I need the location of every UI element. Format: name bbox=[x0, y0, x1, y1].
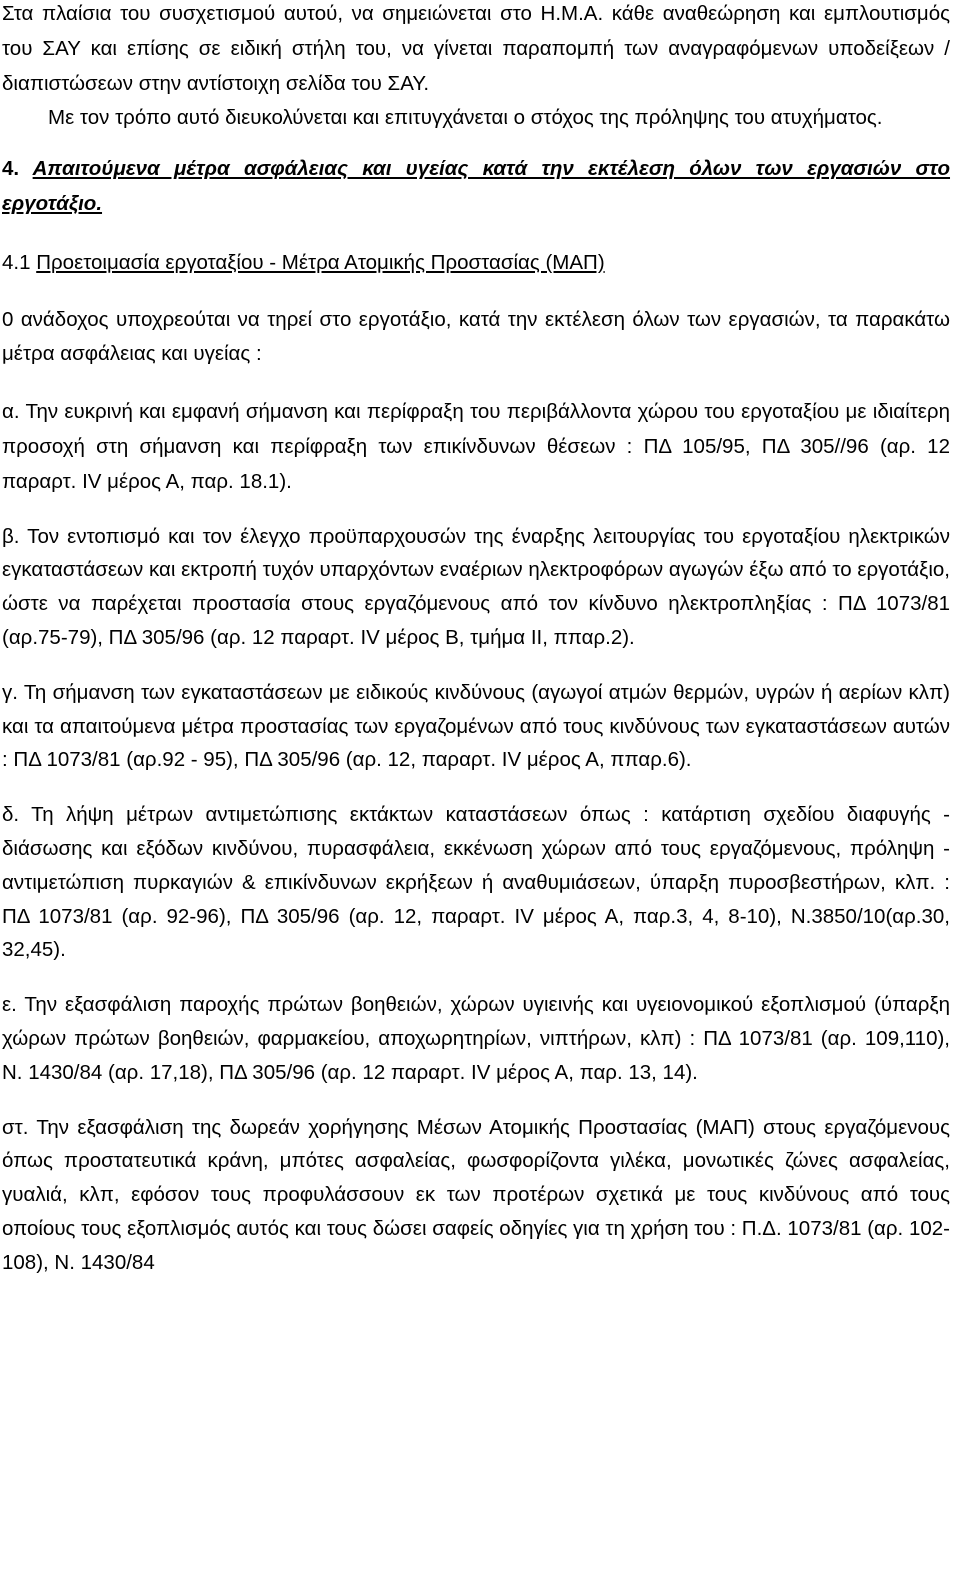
measure-b-paragraph: β. Τον εντοπισμό και τον έλεγχο προϋπαρχουσών της έναρξης λειτουργίας του εργοταξίου ηλεκτρικών εγκαταστάσεων και εκτροπή τυχόν υπαρχόντων εναέριων ηλεκτροφόρων αγωγών έξω από το εργοτάξιο, ώστε να παρέχεται προστασία στους εργαζόμενους από τον κίνδυνο ηλεκτροπληξίας : ΠΔ 1073/81 (αρ.75-79), ΠΔ 305/96 (αρ. 12 παραρτ. IV μέρος Β, τμήμα II, ππαρ.2). bbox=[2, 524, 950, 649]
measure-a-paragraph: α. Την ευκρινή και εμφανή σήμανση και περίφραξη του περιβάλλοντα χώρου του εργοταξίου με ιδιαίτερη προσοχή στη σήμανση και περίφραξη των επικίνδυνων θέσεων : ΠΔ 105/95, ΠΔ 305//96 (αρ. 12 παραρτ. IV μέρος Α, παρ. 18.1). bbox=[2, 400, 950, 493]
intro-conclusion: Με τον τρόπο αυτό διευκολύνεται και επιτυγχάνεται ο στόχος της πρόληψης του ατυχήματος. bbox=[48, 106, 883, 130]
section-4-1-title: Προετοιμασία εργοταξίου - Μέτρα Ατομικής Προστασίας (ΜΑΠ) bbox=[36, 250, 605, 274]
section-4-1-heading bbox=[2, 246, 950, 281]
measure-c-paragraph: γ. Τη σήμανση των εγκαταστάσεων με ειδικούς κινδύνους (αγωγοί ατμών θερμών, υγρών ή αερίων κλπ) και τα απαιτούμενα μέτρα προστασίας των εργαζομένων από τους κινδύνους των εγκαταστάσεων αυτών : ΠΔ 1073/81 (αρ.92 - 95), ΠΔ 305/96 (αρ. 12, παραρτ. IV μέρος Α, ππαρ.6). bbox=[2, 680, 950, 772]
section-4-number: 4. bbox=[2, 157, 20, 181]
intro-paragraph: Στα πλαίσια του συσχετισμού αυτού, να σημειώνεται στο Η.Μ.Α. κάθε αναθεώρηση και εμπλουτισμός του ΣΑΥ και επίσης σε ειδική στήλη του, να γίνεται παραπομπή των αναγραφόμενων υποδείξεων / διαπιστώσεων στην αντίστοιχη σελίδα του ΣΑΥ. bbox=[2, 2, 950, 95]
section-4-title: Απαιτούμενα μέτρα ασφάλειας και υγείας κατά την εκτέλεση όλων των εργασιών στο εργοτάξιο. bbox=[2, 157, 951, 215]
measure-st-paragraph: στ. Την εξασφάλιση της δωρεάν χορήγησης Μέσων Ατομικής Προστασίας (ΜΑΠ) στους εργαζόμενους όπως προστατευτικά κράνη, μπότες ασφαλείας, φωσφορίζοντα γιλέκα, μονωτικές ζώνες ασφαλείας, γυαλιά, κλπ, εφόσον τους προφυλάσσουν εκ των προτέρων σχετικά με τους κινδύνους από τους οποίους τους εξοπλισμός αυτός και τους δώσει σαφείς οδηγίες για τη χρήση του : Π.Δ. 1073/81 (αρ. 102-108), Ν. 1430/84 bbox=[2, 1115, 950, 1274]
section-4-1-number: 4.1 bbox=[2, 250, 31, 274]
measure-e-paragraph: ε. Την εξασφάλιση παροχής πρώτων βοηθειών, χώρων υγιεινής και υγειονομικού εξοπλισμού (ύπαρξη χώρων πρώτων βοηθειών, φαρμακείου, αποχωρητηρίων, νιπτήρων, κλπ) : ΠΔ 1073/81 (αρ. 109,110), Ν. 1430/84 (αρ. 17,18), ΠΔ 305/96 (αρ. 12 παραρτ. IV μέρος Α, παρ. 13, 14). bbox=[2, 993, 950, 1084]
measure-d-paragraph: δ. Τη λήψη μέτρων αντιμετώπισης εκτάκτων καταστάσεων όπως : κατάρτιση σχεδίου διαφυγής - διάσωσης και εξόδων κινδύνου, πυρασφάλεια, εκκένωση χώρων από τους εργαζόμενους, πρόληψη - αντιμετώπιση πυρκαγιών & επικίνδυνων εκρήξεων ή αναθυμιάσεων, ύπαρξη πυροσβεστήρων, κλπ. : ΠΔ 1073/81 (αρ. 92-96), ΠΔ 305/96 (αρ. 12, παραρτ. IV μέρος Α, παρ.3, 4, 8-10), Ν.3850/10(αρ.30, 32,45). bbox=[2, 803, 950, 962]
section-4-heading bbox=[2, 152, 950, 222]
contractor-obligation-paragraph: 0 ανάδοχος υποχρεούται να τηρεί στο εργοτάξιο, κατά την εκτέλεση όλων των εργασιών, τα παρακάτω μέτρα ασφάλειας και υγείας : bbox=[2, 307, 950, 366]
